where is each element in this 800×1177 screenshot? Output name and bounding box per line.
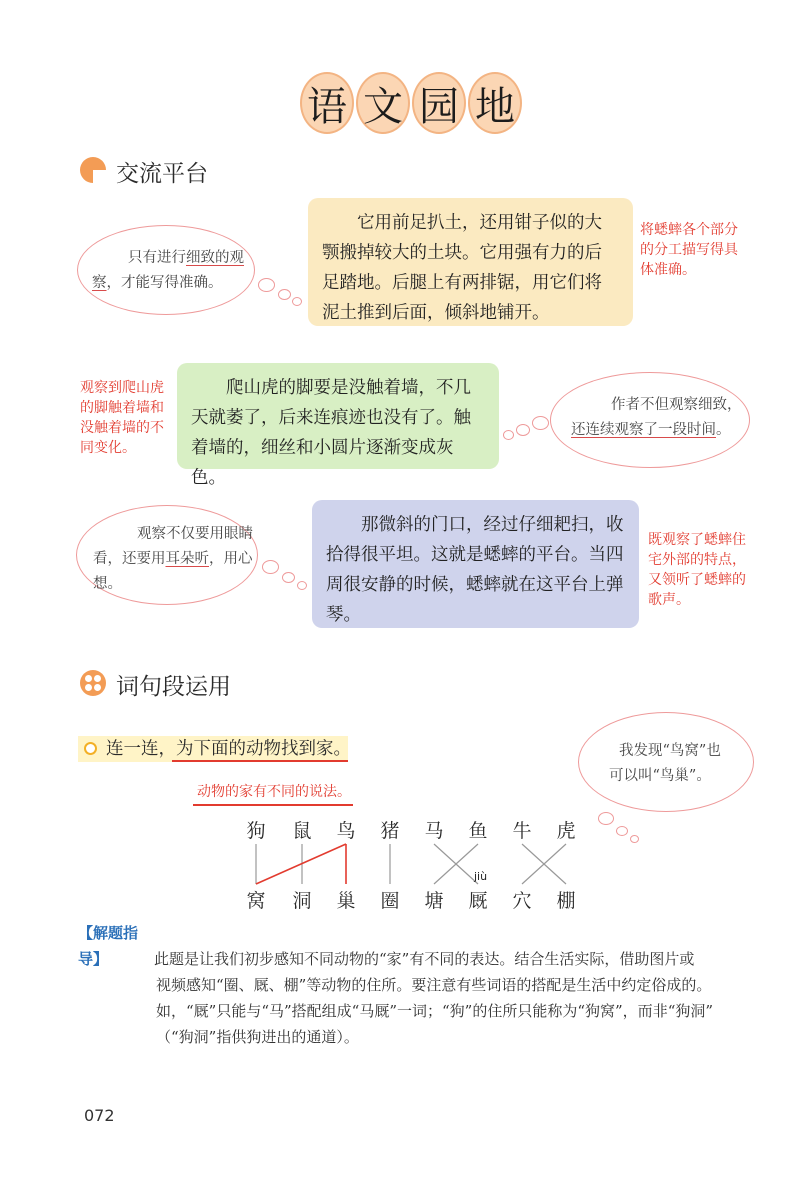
- animal-char: 狗: [246, 820, 266, 842]
- bubble-text-part: 只有进行: [128, 250, 186, 266]
- guide-label: 【解题指导】: [78, 924, 139, 968]
- home-char: 巢: [336, 890, 356, 912]
- animal-char: 马: [424, 820, 444, 842]
- annotation-note: 将蟋蟀各个部分的分工描写得具体准确。: [640, 222, 738, 278]
- guide-line: （“狗洞”指供狗进出的通道）。: [156, 1028, 359, 1046]
- bubble-underline: 细致的: [186, 250, 230, 266]
- annotation-note: 观察到爬山虎的脚触着墙和没触着墙的不同变化。: [80, 380, 164, 456]
- pinyin-label: jiù: [474, 870, 488, 883]
- title-char: 园: [412, 72, 466, 134]
- home-char: 圈: [380, 890, 400, 912]
- home-char: 厩: [468, 890, 488, 912]
- section-title-exchange: 交流平台: [116, 161, 208, 187]
- animal-char: 鼠: [292, 820, 312, 842]
- bubble-underline: 观察: [92, 250, 244, 291]
- animal-char: 虎: [556, 820, 576, 842]
- solution-guide: [78, 920, 753, 1050]
- annotation-note: 既观察了蟋蟀住宅外部的特点，又领听了蟋蟀的歌声。: [648, 532, 746, 608]
- animal-char: 鸟: [336, 820, 356, 842]
- guide-line: 如，“厩”只能与“马”搭配组成“马厩”一词；“狗”的住所只能称为“狗窝”，而非“狗洞”: [156, 1002, 714, 1020]
- animal-char: 猪: [380, 820, 400, 842]
- bubble-underline: 耳朵听: [165, 551, 209, 567]
- home-char: 洞: [292, 890, 312, 912]
- bubble-text-line: 我发现“鸟窝”也: [619, 743, 721, 759]
- animal-char: 牛: [512, 820, 532, 842]
- passage-box: 爬山虎的脚要是没触着墙，不几天就萎了，后来连痕迹也没有了。触着墙的，细丝和小圆片逐渐变成灰色。: [177, 363, 499, 469]
- bubble-text-part: ，用心想。: [93, 551, 253, 592]
- hint-text: 动物的家有不同的说法。: [197, 784, 351, 800]
- bubble-text-part: 作者不但观察细致，: [611, 397, 742, 413]
- bubble-text-part: ，才能写得准确。: [106, 275, 223, 291]
- passage-box: 那微斜的门口，经过仔细耙扫，收拾得很平坦。这就是蟋蟀的平台。当四周很安静的时候，蟋蟀就在这平台上弹琴。: [312, 500, 639, 628]
- home-char: 塘: [424, 890, 444, 912]
- task-instruction: 连一连，为下面的动物找到家。: [106, 739, 351, 759]
- match-line: [256, 844, 346, 884]
- home-char: 棚: [556, 890, 576, 912]
- home-char: 窝: [246, 890, 266, 912]
- bubble-text-part: 。: [716, 422, 731, 438]
- guide-line: 视频感知“圈、厩、棚”等动物的住所。要注意有些词语的搭配是生活中约定俗成的。: [156, 976, 712, 994]
- guide-line: 此题是让我们初步感知不同动物的“家”有不同的表达。结合生活实际，借助图片或: [154, 950, 695, 968]
- home-char: 穴: [512, 890, 532, 912]
- title-char: 地: [468, 72, 522, 134]
- section-title-usage: 词句段运用: [116, 674, 231, 700]
- title-char: 文: [356, 72, 410, 134]
- passage-box: 它用前足扒土，还用钳子似的大颚搬掉较大的土块。它用强有力的后足踏地。后腿上有两排锯，用它们将泥土推到后面，倾斜地铺开。: [308, 198, 633, 326]
- bubble-underline: 还连续观察了一段时间: [571, 422, 716, 438]
- page-number: 072: [84, 1106, 115, 1125]
- animal-char: 鱼: [468, 820, 488, 842]
- bubble-text-line: 可以叫“鸟巢”。: [609, 768, 711, 784]
- bubble-text-part: 观察不仅要用眼睛看，还要用: [93, 526, 253, 567]
- title-char: 语: [300, 72, 354, 134]
